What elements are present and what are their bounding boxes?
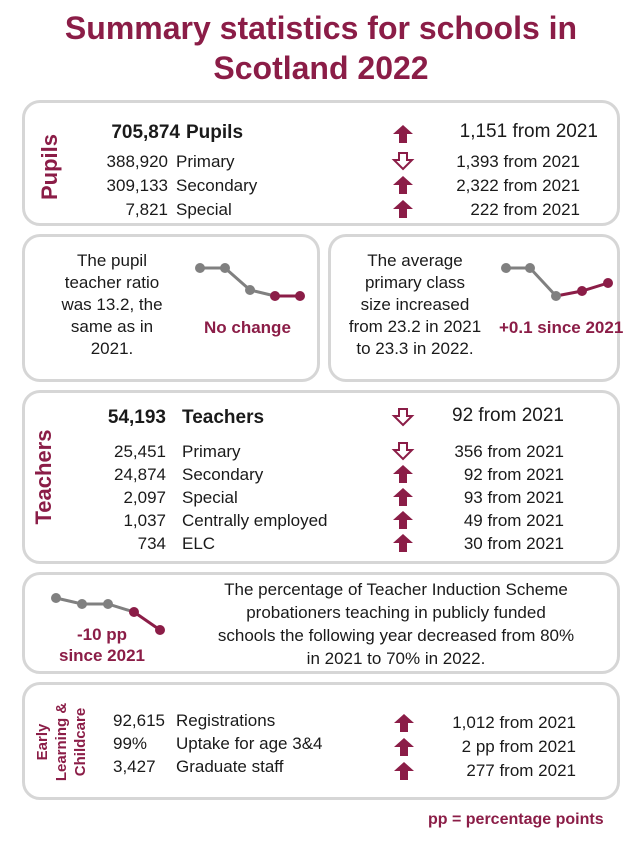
ptr-trend-point [220, 263, 230, 273]
teachers-row-change: 356 from 2021 [454, 442, 564, 461]
induction-text-line: probationers teaching in publicly funded [246, 603, 546, 622]
induction-text [180, 578, 612, 670]
teachers-row-label: Secondary [182, 465, 264, 484]
class-size-trend-point [551, 291, 561, 301]
elc-section-label-line: Childcare [72, 707, 89, 777]
elc-section-label-line: Learning & [53, 702, 70, 782]
teachers-row-label: ELC [182, 534, 216, 553]
pupils-primary-arrow-down-icon [393, 152, 413, 170]
class-size-trend-point [577, 286, 587, 296]
induction-text-line: The percentage of Teacher Induction Scheme [224, 580, 568, 599]
pupils-row-change: 222 from 2021 [470, 200, 580, 219]
class-size-text [336, 250, 494, 360]
elc-section-label [33, 687, 93, 797]
elc-row-value: 92,615 [113, 711, 165, 730]
pupils-row-value: 7,821 [125, 200, 168, 219]
elc-section-label-line: Early [34, 723, 51, 761]
pupils-row-change: 1,393 from 2021 [456, 152, 580, 171]
elc-row-change: 2 pp from 2021 [461, 737, 576, 756]
teachers-section-label: Teachers [31, 429, 56, 525]
elc-row-value: 99% [113, 734, 148, 753]
pupils-secondary-arrow-up-icon [393, 176, 413, 194]
page-title [0, 8, 642, 88]
pupils-total-label: Pupils [186, 122, 244, 143]
footnote: pp = percentage points [428, 811, 604, 828]
pupils-row-value: 388,920 [106, 152, 168, 171]
teachers-row-change: 93 from 2021 [463, 488, 564, 507]
class-size-text-line: from 23.2 in 2021 [348, 317, 482, 336]
teachers-row-label: Special [182, 488, 238, 507]
class-size-text-line: size increased [360, 295, 470, 314]
class-size-text-line: The average [367, 251, 463, 270]
teachers-row-value: 1,037 [123, 511, 166, 530]
induction-trend-point [51, 593, 61, 603]
pupils-row-change: 2,322 from 2021 [456, 176, 580, 195]
teachers-row-change: 92 from 2021 [463, 465, 564, 484]
teachers-row-label: Centrally employed [182, 511, 328, 530]
ptr-trend-point [295, 291, 305, 301]
ptr-text [42, 250, 182, 360]
elc-row-label: Graduate staff [176, 757, 284, 776]
class-size-trend-sparkline [498, 258, 618, 308]
class-size-trend-point [525, 263, 535, 273]
class-size-trend-point [501, 263, 511, 273]
induction-trend-label-line: since 2021 [58, 646, 145, 665]
elc-row-value: 3,427 [113, 757, 156, 776]
teachers-total-arrow-down-icon [393, 408, 413, 426]
ptr-text-line: was 13.2, the [61, 295, 163, 314]
class-size-text-line: primary class [364, 273, 466, 292]
pupils-special-arrow-up-icon [393, 200, 413, 218]
ptr-trend-point [245, 285, 255, 295]
ptr-trend-label: No change [204, 318, 291, 337]
ptr-text-line: same as in [70, 317, 154, 336]
pupils-row-label: Secondary [176, 176, 258, 195]
induction-text-line: in 2021 to 70% in 2022. [306, 649, 486, 668]
induction-trend-point [129, 607, 139, 617]
teachers-total-change: 92 from 2021 [452, 405, 564, 426]
elc-row-change: 277 from 2021 [466, 761, 576, 780]
pupils-total-value: 705,874 [111, 122, 180, 143]
teachers-row-change: 49 from 2021 [463, 511, 564, 530]
ptr-text-line: The pupil [77, 251, 147, 270]
pupils-section-label: Pupils [37, 134, 62, 201]
ptr-trend-point [270, 291, 280, 301]
teachers-row-value: 2,097 [123, 488, 166, 507]
teachers-total-value: 54,193 [107, 407, 166, 428]
induction-text-line: schools the following year decreased from 80% [217, 626, 575, 645]
induction-trend-grey-line [56, 598, 134, 612]
teachers-row-value: 734 [137, 534, 166, 553]
class-size-text-line: to 23.3 in 2022. [356, 339, 474, 358]
class-size-trend-point [603, 278, 613, 288]
elc-row-change: 1,012 from 2021 [452, 713, 576, 732]
class-size-trend-label: +0.1 since 2021 [499, 318, 624, 337]
pupils-total-arrow-up-icon [393, 125, 413, 143]
pupils-row-label: Primary [176, 152, 235, 171]
teachers-row-label: Primary [182, 442, 241, 461]
ptr-trend-sparkline [190, 258, 310, 308]
pupils-total-change: 1,151 from 2021 [459, 121, 598, 142]
elc-row-label: Registrations [176, 711, 276, 730]
ptr-text-line: 2021. [90, 339, 134, 358]
teachers-row-change: 30 from 2021 [463, 534, 564, 553]
elc-row-label: Uptake for age 3&4 [176, 734, 323, 753]
ptr-text-line: teacher ratio [64, 273, 160, 292]
teachers-total-label: Teachers [182, 407, 265, 428]
induction-trend-label [40, 624, 164, 666]
teachers-row-value: 24,874 [114, 465, 166, 484]
induction-trend-point [77, 599, 87, 609]
title-line-1: Summary statistics for schools in [64, 10, 578, 46]
pupils-row-label: Special [176, 200, 232, 219]
pupils-row-value: 309,133 [106, 176, 168, 195]
elc-uptake-arrow-up-icon [394, 738, 414, 756]
induction-trend-label-line: -10 pp [76, 625, 128, 644]
elc-graduate-staff-arrow-up-icon [394, 762, 414, 780]
teachers-row-value: 25,451 [114, 442, 166, 461]
ptr-trend-point [195, 263, 205, 273]
title-line-2: Scotland 2022 [213, 50, 429, 86]
ptr-trend-grey-line [200, 268, 275, 296]
induction-trend-point [103, 599, 113, 609]
elc-registrations-arrow-up-icon [394, 714, 414, 732]
